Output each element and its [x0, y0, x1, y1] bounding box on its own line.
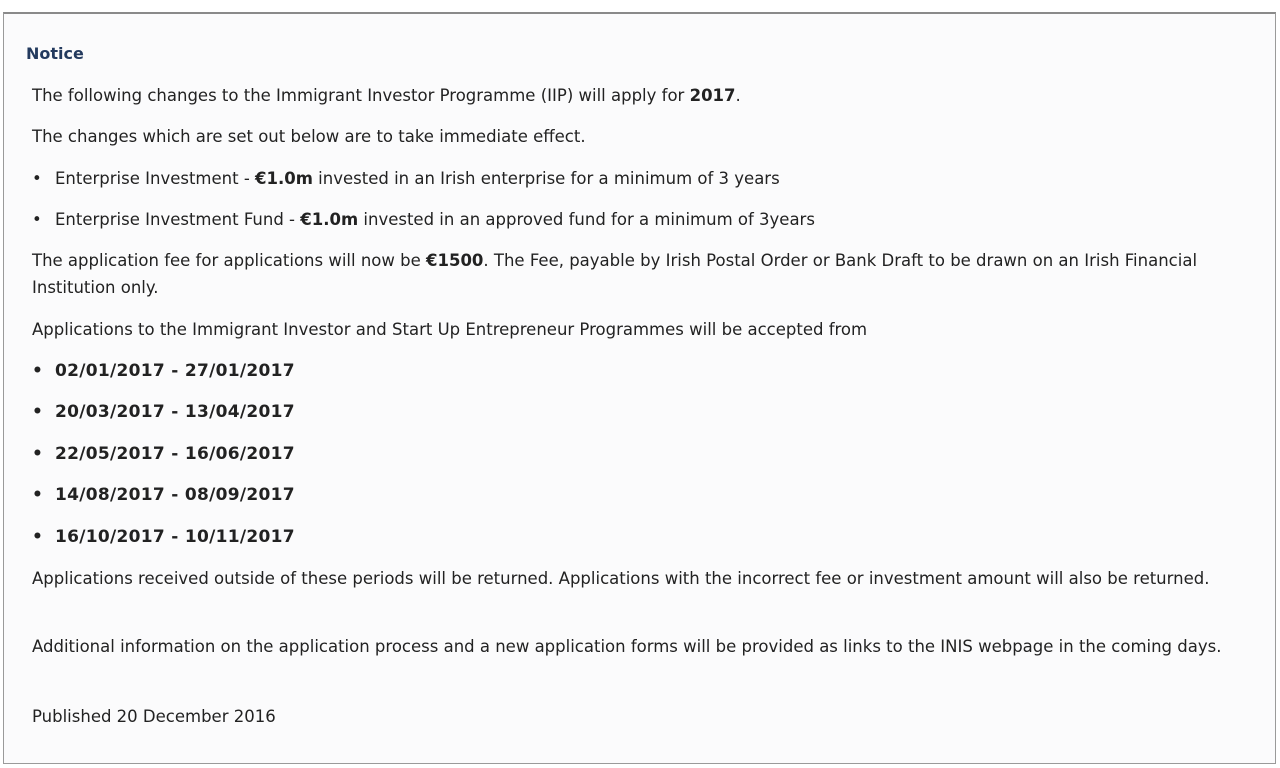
- intro-year: 2017: [689, 86, 736, 105]
- fee-payment-text: . The Fee, payable by Irish Postal Order or Bank Draft to be drawn on an Irish Financial Institution only.: [32, 251, 1198, 297]
- bullet-icon: •: [32, 527, 44, 547]
- period-item: [32, 441, 295, 468]
- bullet-icon: •: [32, 169, 42, 188]
- immediate-effect-paragraph: The changes which are set out below are to take immediate effect.: [32, 127, 586, 146]
- period-item: [32, 482, 295, 509]
- investment-label: Enterprise Investment Fund -: [55, 210, 301, 229]
- period-item: [32, 524, 295, 551]
- fee-paragraph: [32, 247, 1244, 301]
- notice-title: Notice: [26, 44, 84, 63]
- additional-info-paragraph: Additional information on the application process and a new application forms will be provided as links to the INIS webpage in the coming days.: [32, 637, 1222, 656]
- accepted-from-paragraph: Applications to the Immigrant Investor and Start Up Entrepreneur Programmes will be accepted from: [32, 320, 868, 339]
- intro-text: The following changes to the Immigrant Investor Programme (IIP) will apply for: [32, 86, 690, 105]
- period-dates: 14/08/2017 - 08/09/2017: [55, 485, 295, 505]
- bullet-icon: •: [32, 444, 44, 464]
- intro-period: .: [735, 86, 741, 105]
- fee-text: The application fee for applications will now be: [32, 251, 426, 270]
- period-dates: 02/01/2017 - 27/01/2017: [55, 361, 295, 381]
- period-dates: 22/05/2017 - 16/06/2017: [55, 444, 295, 464]
- investment-description: invested in an Irish enterprise for a minimum of 3 years: [312, 169, 780, 188]
- notice-panel: [3, 12, 1276, 764]
- bullet-icon: •: [32, 402, 44, 422]
- intro-paragraph: [32, 82, 741, 109]
- bullet-icon: •: [32, 485, 44, 505]
- investment-item: [32, 206, 815, 233]
- period-item: [32, 399, 295, 426]
- investment-label: Enterprise Investment -: [55, 169, 256, 188]
- bullet-icon: •: [32, 210, 42, 229]
- fee-amount: €1500: [426, 251, 484, 270]
- period-item: [32, 358, 295, 385]
- investment-description: invested in an approved fund for a minimum of 3years: [358, 210, 815, 229]
- published-date: Published 20 December 2016: [32, 707, 276, 726]
- period-dates: 16/10/2017 - 10/11/2017: [55, 527, 295, 547]
- investment-item: [32, 165, 780, 192]
- investment-amount: €1.0m: [255, 169, 313, 188]
- bullet-icon: •: [32, 361, 44, 381]
- returned-paragraph: Applications received outside of these periods will be returned. Applications with the incorrect fee or investment amount will also be returned.: [32, 569, 1210, 588]
- investment-amount: €1.0m: [300, 210, 359, 229]
- period-dates: 20/03/2017 - 13/04/2017: [55, 402, 295, 422]
